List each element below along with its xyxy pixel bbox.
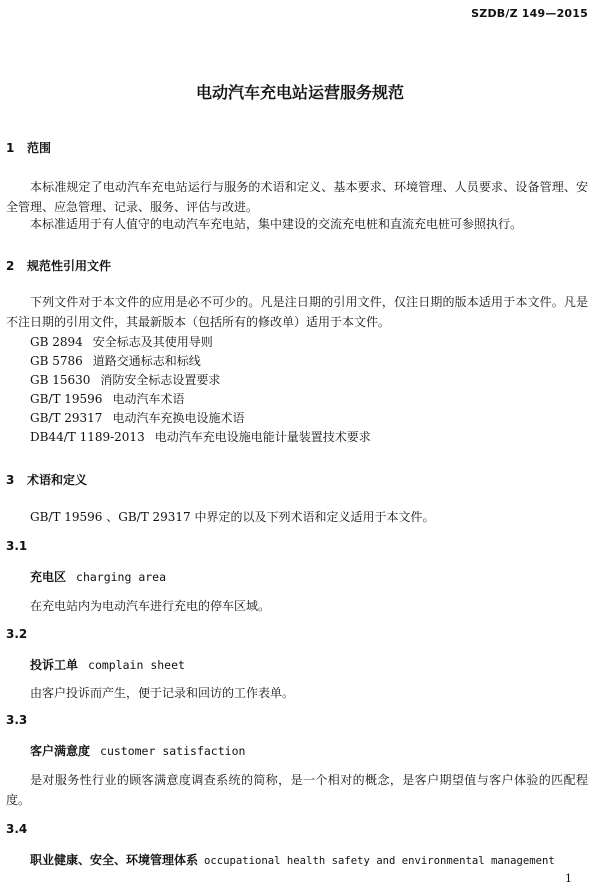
standard-code: SZDB/Z 149—2015 xyxy=(471,7,588,20)
normative-refs-intro: 下列文件对于本文件的应用是必不可少的。凡是注日期的引用文件，仅注日期的版本适用于本文件。凡是不注日期的引用文件，其最新版本（包括所有的修改单）适用于本文件。 xyxy=(6,295,588,329)
reference-item xyxy=(30,333,213,351)
term-definition: 是对服务性行业的顾客满意度调查系统的简称，是一个相对的概念，是客户期望值与客户体验的匹配程度。 xyxy=(6,773,588,807)
reference-item xyxy=(30,371,220,389)
term-english: complain sheet xyxy=(88,658,185,672)
scope-paragraph-2: 本标准适用于有人值守的电动汽车充电站，集中建设的交流充电桩和直流充电桩可参照执行。 xyxy=(30,217,523,231)
term-english: customer satisfaction xyxy=(100,744,246,758)
section-number: 3 xyxy=(6,473,15,487)
clause-number: 3.4 xyxy=(6,822,28,836)
term-english: occupational health safety and environmental management xyxy=(204,855,555,867)
reference-code: GB/T 29317 xyxy=(30,411,103,425)
reference-code: GB 2894 xyxy=(30,335,83,349)
clause-number: 3.3 xyxy=(6,713,28,727)
term-definition: 在充电站内为电动汽车进行充电的停车区域。 xyxy=(30,599,271,613)
term-heading xyxy=(30,568,166,585)
reference-title: 电动汽车术语 xyxy=(112,392,185,406)
section-3-heading xyxy=(6,471,87,488)
reference-item xyxy=(30,352,201,370)
document-title: 电动汽车充电站运营服务规范 xyxy=(195,83,404,102)
scope-paragraph-1: 本标准规定了电动汽车充电站运行与服务的术语和定义、基本要求、环境管理、人员要求、设备管理、安全管理、应急管理、记录、服务、评估与改进。 xyxy=(6,180,588,214)
reference-title: 安全标志及其使用导则 xyxy=(92,335,213,349)
term-english: charging area xyxy=(76,570,167,584)
term-chinese: 投诉工单 xyxy=(30,658,79,672)
section-1-heading xyxy=(6,139,51,156)
reference-code: DB44/T 1189-2013 xyxy=(30,430,145,444)
reference-code: GB 15630 xyxy=(30,373,91,387)
reference-code: GB 5786 xyxy=(30,354,83,368)
reference-title: 道路交通标志和标线 xyxy=(92,354,201,368)
reference-item xyxy=(30,390,184,408)
term-heading xyxy=(30,742,245,759)
section-number: 1 xyxy=(6,141,15,155)
clause-number: 3.1 xyxy=(6,539,28,553)
term-chinese: 职业健康、安全、环境管理体系 xyxy=(30,853,199,867)
reference-item xyxy=(30,409,244,427)
page-number: 1 xyxy=(565,872,572,885)
term-chinese: 客户满意度 xyxy=(30,744,91,758)
term-heading xyxy=(30,656,185,673)
term-heading xyxy=(30,851,555,868)
reference-code: GB/T 19596 xyxy=(30,392,103,406)
reference-title: 电动汽车充换电设施术语 xyxy=(112,411,245,425)
reference-item xyxy=(30,428,371,446)
section-title: 规范性引用文件 xyxy=(27,259,112,273)
section-2-heading xyxy=(6,257,111,274)
clause-number: 3.2 xyxy=(6,627,28,641)
reference-title: 电动汽车充电设施电能计量装置技术要求 xyxy=(154,430,371,444)
section-title: 术语和定义 xyxy=(27,473,88,487)
reference-title: 消防安全标志设置要求 xyxy=(100,373,221,387)
terms-intro: GB/T 19596 、GB/T 29317 中界定的以及下列术语和定义适用于本文件。 xyxy=(30,510,435,524)
term-definition: 由客户投诉而产生，便于记录和回访的工作表单。 xyxy=(30,686,295,700)
term-chinese: 充电区 xyxy=(30,570,67,584)
section-number: 2 xyxy=(6,259,15,273)
section-title: 范围 xyxy=(27,141,52,155)
